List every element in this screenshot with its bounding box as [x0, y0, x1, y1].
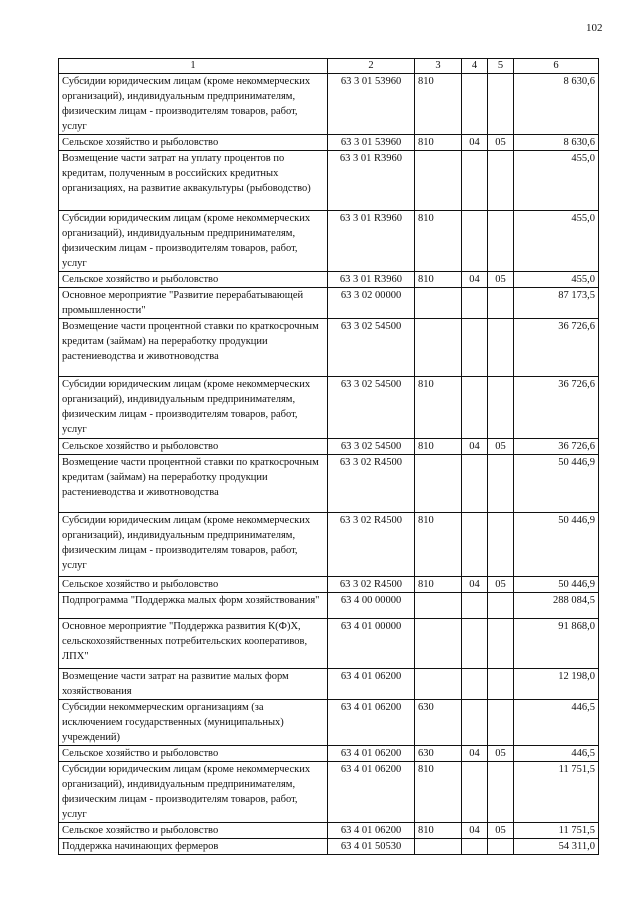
expense-type: 810 [415, 762, 462, 823]
expense-type [415, 151, 462, 211]
subsection-code [488, 151, 514, 211]
section-code: 04 [462, 272, 488, 288]
header-cell: 5 [488, 59, 514, 74]
item-name: Субсидии некоммерческим организациям (за исключением государственных (муниципальных) учреждений) [59, 700, 328, 746]
section-code [462, 513, 488, 577]
target-code: 63 4 01 06200 [328, 669, 415, 700]
item-name: Сельское хозяйство и рыболовство [59, 135, 328, 151]
expense-type: 630 [415, 700, 462, 746]
item-name: Подпрограмма "Поддержка малых форм хозяйствования" [59, 593, 328, 619]
target-code: 63 3 01 R3960 [328, 272, 415, 288]
target-code: 63 3 02 R4500 [328, 577, 415, 593]
amount: 87 173,5 [514, 288, 599, 319]
expense-type [415, 839, 462, 855]
header-row [59, 59, 599, 74]
amount: 8 630,6 [514, 74, 599, 135]
expense-type: 810 [415, 577, 462, 593]
amount: 455,0 [514, 151, 599, 211]
table-row [59, 577, 599, 593]
target-code: 63 3 02 54500 [328, 319, 415, 377]
section-code [462, 455, 488, 513]
header-cell: 6 [514, 59, 599, 74]
expense-type: 810 [415, 377, 462, 439]
target-code: 63 4 01 06200 [328, 762, 415, 823]
header-cell: 1 [59, 59, 328, 74]
table-row [59, 288, 599, 319]
amount: 50 446,9 [514, 513, 599, 577]
item-name: Сельское хозяйство и рыболовство [59, 577, 328, 593]
subsection-code [488, 455, 514, 513]
table-row [59, 762, 599, 823]
table-row [59, 455, 599, 513]
section-code: 04 [462, 135, 488, 151]
section-code: 04 [462, 439, 488, 455]
target-code: 63 3 02 00000 [328, 288, 415, 319]
header-cell: 3 [415, 59, 462, 74]
target-code: 63 4 01 00000 [328, 619, 415, 669]
target-code: 63 4 01 50530 [328, 839, 415, 855]
section-code: 04 [462, 746, 488, 762]
subsection-code [488, 288, 514, 319]
subsection-code [488, 619, 514, 669]
target-code: 63 4 01 06200 [328, 700, 415, 746]
target-code: 63 3 01 53960 [328, 135, 415, 151]
item-name: Сельское хозяйство и рыболовство [59, 272, 328, 288]
target-code: 63 3 01 53960 [328, 74, 415, 135]
table-row [59, 746, 599, 762]
amount: 8 630,6 [514, 135, 599, 151]
expense-type [415, 593, 462, 619]
table-row [59, 319, 599, 377]
table-row [59, 211, 599, 272]
amount: 54 311,0 [514, 839, 599, 855]
subsection-code [488, 74, 514, 135]
budget-table [58, 58, 599, 855]
item-name: Субсидии юридическим лицам (кроме некоммерческих организаций), индивидуальным предпринимателям, физическим лицам - производителям товаров, работ, услуг [59, 762, 328, 823]
section-code [462, 74, 488, 135]
target-code: 63 3 01 R3960 [328, 151, 415, 211]
amount: 11 751,5 [514, 823, 599, 839]
section-code [462, 762, 488, 823]
expense-type [415, 619, 462, 669]
target-code: 63 3 02 54500 [328, 377, 415, 439]
amount: 446,5 [514, 746, 599, 762]
section-code [462, 377, 488, 439]
table-row [59, 135, 599, 151]
amount: 446,5 [514, 700, 599, 746]
section-code [462, 151, 488, 211]
amount: 455,0 [514, 272, 599, 288]
amount: 50 446,9 [514, 455, 599, 513]
page-number: 102 [586, 22, 603, 34]
item-name: Возмещение части затрат на развитие малых форм хозяйствования [59, 669, 328, 700]
expense-type [415, 288, 462, 319]
subsection-code [488, 513, 514, 577]
amount: 91 868,0 [514, 619, 599, 669]
header-cell: 2 [328, 59, 415, 74]
section-code [462, 669, 488, 700]
item-name: Возмещение части процентной ставки по краткосрочным кредитам (займам) на переработку продукции растениеводства и животноводства [59, 319, 328, 377]
item-name: Субсидии юридическим лицам (кроме некоммерческих организаций), индивидуальным предпринимателям, физическим лицам - производителям товаров, работ, услуг [59, 211, 328, 272]
item-name: Основное мероприятие "Развитие перерабатывающей промышленности" [59, 288, 328, 319]
amount: 455,0 [514, 211, 599, 272]
table-row [59, 377, 599, 439]
section-code [462, 700, 488, 746]
section-code [462, 619, 488, 669]
subsection-code [488, 377, 514, 439]
table-row [59, 669, 599, 700]
item-name: Субсидии юридическим лицам (кроме некоммерческих организаций), индивидуальным предпринимателям, физическим лицам - производителям товаров, работ, услуг [59, 513, 328, 577]
item-name: Сельское хозяйство и рыболовство [59, 823, 328, 839]
target-code: 63 3 02 R4500 [328, 513, 415, 577]
expense-type: 810 [415, 135, 462, 151]
subsection-code [488, 319, 514, 377]
table-row [59, 151, 599, 211]
table-row [59, 513, 599, 577]
target-code: 63 3 02 54500 [328, 439, 415, 455]
section-code: 04 [462, 823, 488, 839]
section-code [462, 839, 488, 855]
amount: 11 751,5 [514, 762, 599, 823]
item-name: Субсидии юридическим лицам (кроме некоммерческих организаций), индивидуальным предпринимателям, физическим лицам - производителям товаров, работ, услуг [59, 377, 328, 439]
subsection-code [488, 839, 514, 855]
expense-type [415, 455, 462, 513]
subsection-code: 05 [488, 272, 514, 288]
section-code [462, 211, 488, 272]
item-name: Субсидии юридическим лицам (кроме некоммерческих организаций), индивидуальным предпринимателям, физическим лицам - производителям товаров, работ, услуг [59, 74, 328, 135]
table-row [59, 439, 599, 455]
item-name: Сельское хозяйство и рыболовство [59, 439, 328, 455]
subsection-code [488, 669, 514, 700]
amount: 36 726,6 [514, 319, 599, 377]
expense-type: 810 [415, 272, 462, 288]
expense-type: 810 [415, 823, 462, 839]
expense-type: 810 [415, 439, 462, 455]
subsection-code: 05 [488, 439, 514, 455]
section-code: 04 [462, 577, 488, 593]
table-row [59, 619, 599, 669]
table-row [59, 593, 599, 619]
amount: 12 198,0 [514, 669, 599, 700]
subsection-code: 05 [488, 135, 514, 151]
subsection-code: 05 [488, 746, 514, 762]
amount: 36 726,6 [514, 439, 599, 455]
target-code: 63 4 00 00000 [328, 593, 415, 619]
expense-type: 810 [415, 74, 462, 135]
target-code: 63 3 02 R4500 [328, 455, 415, 513]
table-row [59, 839, 599, 855]
table-row [59, 272, 599, 288]
subsection-code [488, 762, 514, 823]
item-name: Возмещение части затрат на уплату процентов по кредитам, полученным в российских кредитных организациях, на развитие аквакультуры (рыбоводство) [59, 151, 328, 211]
item-name: Возмещение части процентной ставки по краткосрочным кредитам (займам) на переработку продукции растениеводства и животноводства [59, 455, 328, 513]
item-name: Сельское хозяйство и рыболовство [59, 746, 328, 762]
expense-type: 810 [415, 513, 462, 577]
expense-type: 630 [415, 746, 462, 762]
subsection-code [488, 593, 514, 619]
item-name: Поддержка начинающих фермеров [59, 839, 328, 855]
subsection-code [488, 211, 514, 272]
expense-type [415, 669, 462, 700]
target-code: 63 4 01 06200 [328, 823, 415, 839]
subsection-code: 05 [488, 577, 514, 593]
section-code [462, 593, 488, 619]
table-row [59, 74, 599, 135]
target-code: 63 4 01 06200 [328, 746, 415, 762]
table-row [59, 700, 599, 746]
table-row [59, 823, 599, 839]
amount: 36 726,6 [514, 377, 599, 439]
section-code [462, 288, 488, 319]
section-code [462, 319, 488, 377]
target-code: 63 3 01 R3960 [328, 211, 415, 272]
table-body [59, 59, 599, 855]
amount: 50 446,9 [514, 577, 599, 593]
subsection-code: 05 [488, 823, 514, 839]
header-cell: 4 [462, 59, 488, 74]
expense-type: 810 [415, 211, 462, 272]
amount: 288 084,5 [514, 593, 599, 619]
item-name: Основное мероприятие "Поддержка развития К(Ф)Х, сельскохозяйственных потребительских кооперативов, ЛПХ" [59, 619, 328, 669]
subsection-code [488, 700, 514, 746]
expense-type [415, 319, 462, 377]
